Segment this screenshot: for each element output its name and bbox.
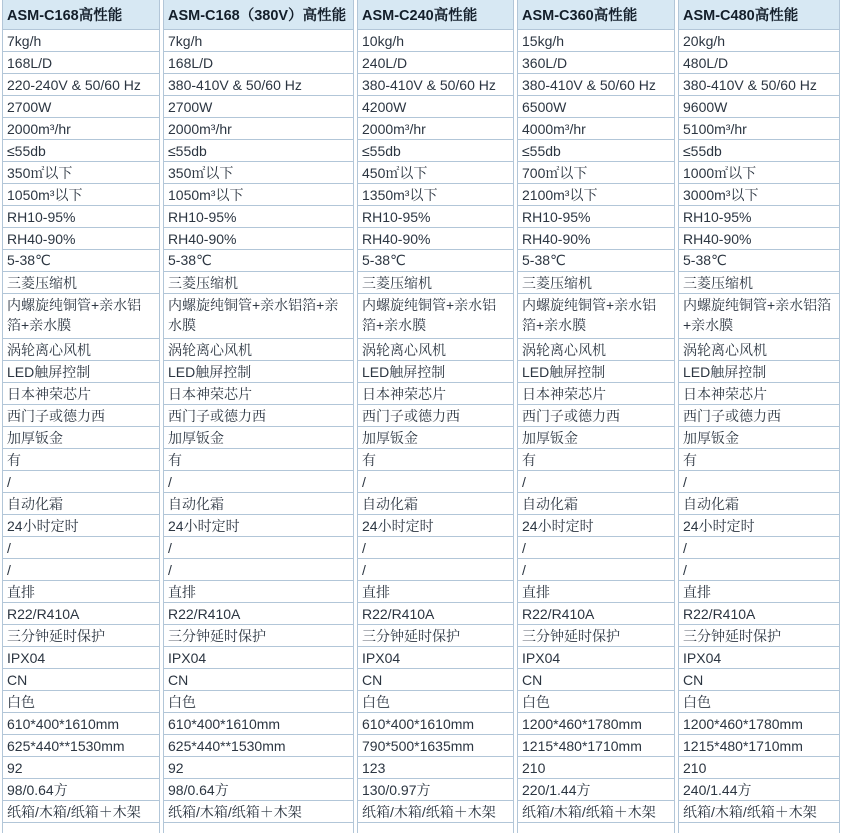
column-header: ASM-C168（380V）高性能 <box>164 0 354 30</box>
table-cell: 480L/D <box>679 52 840 74</box>
table-cell: CN <box>164 669 354 691</box>
table-cell: 360L/D <box>518 52 675 74</box>
table-row <box>3 74 840 96</box>
table-cell: 610*400*1610mm <box>3 713 160 735</box>
table-cell: RH40-90% <box>518 228 675 250</box>
table-cell: 纸箱/木箱/纸箱＋木架 <box>164 801 354 823</box>
table-row <box>3 96 840 118</box>
table-cell <box>358 823 514 833</box>
table-row <box>3 140 840 162</box>
table-cell: 有 <box>164 449 354 471</box>
table-cell: 三分钟延时保护 <box>518 625 675 647</box>
table-cell: 210 <box>518 757 675 779</box>
table-cell: 三菱压缩机 <box>3 272 160 294</box>
table-cell: 220-240V & 50/60 Hz <box>3 74 160 96</box>
table-row <box>3 735 840 757</box>
table-cell: 西门子或德力西 <box>358 405 514 427</box>
table-cell: 白色 <box>358 691 514 713</box>
table-cell <box>164 823 354 833</box>
table-cell: 三菱压缩机 <box>518 272 675 294</box>
table-cell: 2100m³以下 <box>518 184 675 206</box>
table-cell: 168L/D <box>164 52 354 74</box>
table-cell: 2700W <box>3 96 160 118</box>
table-cell: / <box>358 537 514 559</box>
table-cell: RH10-95% <box>518 206 675 228</box>
table-cell: 自动化霜 <box>358 493 514 515</box>
spec-table <box>2 0 840 833</box>
table-row <box>3 272 840 294</box>
table-cell: 210 <box>679 757 840 779</box>
table-cell: 内螺旋纯铜管+亲水铝箔+亲水膜 <box>3 294 160 339</box>
table-cell: 2000m³/hr <box>3 118 160 140</box>
table-cell: 三分钟延时保护 <box>3 625 160 647</box>
table-row <box>3 405 840 427</box>
table-row <box>3 515 840 537</box>
table-cell: 24小时定时 <box>164 515 354 537</box>
table-cell: 加厚钣金 <box>518 427 675 449</box>
table-body <box>3 30 840 833</box>
table-row <box>3 559 840 581</box>
table-cell: / <box>518 537 675 559</box>
table-cell: 有 <box>3 449 160 471</box>
table-row <box>3 52 840 74</box>
table-cell: 92 <box>164 757 354 779</box>
table-cell: 20kg/h <box>679 30 840 52</box>
table-cell: 白色 <box>679 691 840 713</box>
table-row <box>3 383 840 405</box>
table-cell: 1050m³以下 <box>3 184 160 206</box>
table-row <box>3 118 840 140</box>
table-cell: 700㎡以下 <box>518 162 675 184</box>
table-cell: 有 <box>518 449 675 471</box>
table-cell: 日本神荣芯片 <box>679 383 840 405</box>
table-row <box>3 691 840 713</box>
header-row <box>3 0 840 30</box>
table-cell: 1200*460*1780mm <box>679 713 840 735</box>
table-cell: LED触屏控制 <box>3 361 160 383</box>
table-cell: 加厚钣金 <box>164 427 354 449</box>
table-cell: IPX04 <box>164 647 354 669</box>
table-cell: 380-410V & 50/60 Hz <box>358 74 514 96</box>
table-cell: / <box>164 471 354 493</box>
table-cell <box>518 823 675 833</box>
table-cell: 24小时定时 <box>358 515 514 537</box>
table-cell: ≤55db <box>164 140 354 162</box>
table-cell: ≤55db <box>679 140 840 162</box>
table-cell: 625*440**1530mm <box>164 735 354 757</box>
table-cell: LED触屏控制 <box>518 361 675 383</box>
table-cell: 自动化霜 <box>3 493 160 515</box>
table-cell: 7kg/h <box>164 30 354 52</box>
table-cell: 内螺旋纯铜管+亲水铝箔+亲水膜 <box>164 294 354 339</box>
table-cell: LED触屏控制 <box>358 361 514 383</box>
table-cell: ≤55db <box>3 140 160 162</box>
table-cell: 加厚钣金 <box>679 427 840 449</box>
table-cell: 纸箱/木箱/纸箱＋木架 <box>518 801 675 823</box>
table-row <box>3 250 840 272</box>
table-cell: 日本神荣芯片 <box>3 383 160 405</box>
table-cell: 98/0.64方 <box>3 779 160 801</box>
table-cell: / <box>358 471 514 493</box>
table-cell: IPX04 <box>518 647 675 669</box>
table-cell: 2700W <box>164 96 354 118</box>
table-cell: 日本神荣芯片 <box>358 383 514 405</box>
table-cell: 直排 <box>679 581 840 603</box>
table-cell: / <box>3 537 160 559</box>
table-cell: 4000m³/hr <box>518 118 675 140</box>
table-cell: 1050m³以下 <box>164 184 354 206</box>
table-cell: ≤55db <box>358 140 514 162</box>
column-header: ASM-C240高性能 <box>358 0 514 30</box>
table-row <box>3 294 840 339</box>
table-row <box>3 581 840 603</box>
table-cell: IPX04 <box>358 647 514 669</box>
table-cell: 625*440**1530mm <box>3 735 160 757</box>
table-row <box>3 30 840 52</box>
table-row <box>3 713 840 735</box>
table-cell: 1000㎡以下 <box>679 162 840 184</box>
table-cell: / <box>3 559 160 581</box>
table-cell: CN <box>518 669 675 691</box>
table-cell: / <box>679 537 840 559</box>
table-cell: 直排 <box>3 581 160 603</box>
table-cell: 380-410V & 50/60 Hz <box>679 74 840 96</box>
table-cell: 直排 <box>358 581 514 603</box>
table-cell: CN <box>679 669 840 691</box>
table-cell: R22/R410A <box>358 603 514 625</box>
table-cell: 350㎡以下 <box>3 162 160 184</box>
table-cell: / <box>679 559 840 581</box>
table-cell: 白色 <box>518 691 675 713</box>
table-cell: 168L/D <box>3 52 160 74</box>
table-cell: 直排 <box>164 581 354 603</box>
table-row <box>3 779 840 801</box>
table-row-cutoff <box>3 823 840 833</box>
table-cell: ≤55db <box>518 140 675 162</box>
table-row <box>3 647 840 669</box>
table-row <box>3 537 840 559</box>
table-cell: 15kg/h <box>518 30 675 52</box>
table-cell: 内螺旋纯铜管+亲水铝箔+亲水膜 <box>518 294 675 339</box>
table-cell: 白色 <box>164 691 354 713</box>
table-cell: 6500W <box>518 96 675 118</box>
table-cell: CN <box>3 669 160 691</box>
table-cell: 内螺旋纯铜管+亲水铝箔+亲水膜 <box>679 294 840 339</box>
table-cell: 24小时定时 <box>3 515 160 537</box>
table-cell: 涡轮离心风机 <box>358 339 514 361</box>
table-cell: 有 <box>679 449 840 471</box>
table-row <box>3 801 840 823</box>
table-cell: 自动化霜 <box>679 493 840 515</box>
table-cell: 4200W <box>358 96 514 118</box>
table-row <box>3 493 840 515</box>
table-cell: 450㎡以下 <box>358 162 514 184</box>
table-cell: 98/0.64方 <box>164 779 354 801</box>
table-cell: 日本神荣芯片 <box>518 383 675 405</box>
table-cell: / <box>518 559 675 581</box>
table-cell: / <box>3 471 160 493</box>
table-cell: / <box>164 537 354 559</box>
table-cell: 西门子或德力西 <box>164 405 354 427</box>
table-row <box>3 757 840 779</box>
table-cell: R22/R410A <box>164 603 354 625</box>
table-cell: 1350m³以下 <box>358 184 514 206</box>
table-cell: 240L/D <box>358 52 514 74</box>
table-cell: 240/1.44方 <box>679 779 840 801</box>
table-cell: 24小时定时 <box>518 515 675 537</box>
table-cell: 涡轮离心风机 <box>164 339 354 361</box>
table-cell: 2000m³/hr <box>164 118 354 140</box>
table-cell: R22/R410A <box>3 603 160 625</box>
table-cell: RH40-90% <box>679 228 840 250</box>
table-cell: 西门子或德力西 <box>679 405 840 427</box>
table-cell: 三分钟延时保护 <box>358 625 514 647</box>
column-header: ASM-C480高性能 <box>679 0 840 30</box>
table-cell: 5-38℃ <box>358 250 514 272</box>
table-cell: 10kg/h <box>358 30 514 52</box>
table-cell: / <box>164 559 354 581</box>
table-cell: 610*400*1610mm <box>358 713 514 735</box>
table-cell: RH40-90% <box>3 228 160 250</box>
table-cell: RH40-90% <box>164 228 354 250</box>
table-cell: 涡轮离心风机 <box>3 339 160 361</box>
table-cell: 日本神荣芯片 <box>164 383 354 405</box>
table-cell <box>679 823 840 833</box>
table-cell: 350㎡以下 <box>164 162 354 184</box>
table-cell: 自动化霜 <box>164 493 354 515</box>
table-cell: R22/R410A <box>679 603 840 625</box>
table-cell: IPX04 <box>679 647 840 669</box>
table-cell: 有 <box>358 449 514 471</box>
table-row <box>3 361 840 383</box>
table-row <box>3 206 840 228</box>
table-cell: 加厚钣金 <box>358 427 514 449</box>
table-cell: 加厚钣金 <box>3 427 160 449</box>
table-cell: LED触屏控制 <box>679 361 840 383</box>
table-cell: 5-38℃ <box>518 250 675 272</box>
table-cell: IPX04 <box>3 647 160 669</box>
table-cell: RH10-95% <box>164 206 354 228</box>
table-cell <box>3 823 160 833</box>
table-cell: R22/R410A <box>518 603 675 625</box>
table-cell: 西门子或德力西 <box>3 405 160 427</box>
table-row <box>3 427 840 449</box>
table-cell: 5-38℃ <box>3 250 160 272</box>
table-cell: 130/0.97方 <box>358 779 514 801</box>
table-cell: 自动化霜 <box>518 493 675 515</box>
table-cell: 1215*480*1710mm <box>679 735 840 757</box>
table-cell: 三分钟延时保护 <box>679 625 840 647</box>
table-cell: 涡轮离心风机 <box>679 339 840 361</box>
table-cell: RH40-90% <box>358 228 514 250</box>
table-row <box>3 228 840 250</box>
table-cell: 790*500*1635mm <box>358 735 514 757</box>
table-cell: 123 <box>358 757 514 779</box>
table-cell: 5100m³/hr <box>679 118 840 140</box>
table-cell: RH10-95% <box>358 206 514 228</box>
table-cell: 2000m³/hr <box>358 118 514 140</box>
table-row <box>3 184 840 206</box>
table-cell: 5-38℃ <box>164 250 354 272</box>
table-cell: 白色 <box>3 691 160 713</box>
table-row <box>3 625 840 647</box>
table-row <box>3 603 840 625</box>
table-cell: 380-410V & 50/60 Hz <box>518 74 675 96</box>
table-cell: 纸箱/木箱/纸箱＋木架 <box>358 801 514 823</box>
table-row <box>3 471 840 493</box>
table-cell: 3000m³以下 <box>679 184 840 206</box>
table-cell: / <box>358 559 514 581</box>
table-cell: 610*400*1610mm <box>164 713 354 735</box>
table-row <box>3 162 840 184</box>
table-cell: RH10-95% <box>3 206 160 228</box>
table-cell: 纸箱/木箱/纸箱＋木架 <box>3 801 160 823</box>
table-cell: 220/1.44方 <box>518 779 675 801</box>
table-row <box>3 339 840 361</box>
table-cell: 三菱压缩机 <box>358 272 514 294</box>
column-header: ASM-C360高性能 <box>518 0 675 30</box>
table-cell: RH10-95% <box>679 206 840 228</box>
table-row <box>3 449 840 471</box>
table-cell: 三分钟延时保护 <box>164 625 354 647</box>
table-cell: 9600W <box>679 96 840 118</box>
table-cell: 1200*460*1780mm <box>518 713 675 735</box>
table-cell: 24小时定时 <box>679 515 840 537</box>
table-cell: 三菱压缩机 <box>164 272 354 294</box>
table-cell: 内螺旋纯铜管+亲水铝箔+亲水膜 <box>358 294 514 339</box>
table-cell: 1215*480*1710mm <box>518 735 675 757</box>
table-cell: 涡轮离心风机 <box>518 339 675 361</box>
table-cell: / <box>679 471 840 493</box>
table-cell: 380-410V & 50/60 Hz <box>164 74 354 96</box>
table-cell: LED触屏控制 <box>164 361 354 383</box>
table-cell: 西门子或德力西 <box>518 405 675 427</box>
table-cell: 直排 <box>518 581 675 603</box>
table-cell: 纸箱/木箱/纸箱＋木架 <box>679 801 840 823</box>
table-cell: 三菱压缩机 <box>679 272 840 294</box>
table-cell: 92 <box>3 757 160 779</box>
table-row <box>3 669 840 691</box>
table-cell: / <box>518 471 675 493</box>
table-cell: CN <box>358 669 514 691</box>
table-cell: 5-38℃ <box>679 250 840 272</box>
column-header: ASM-C168高性能 <box>3 0 160 30</box>
table-cell: 7kg/h <box>3 30 160 52</box>
